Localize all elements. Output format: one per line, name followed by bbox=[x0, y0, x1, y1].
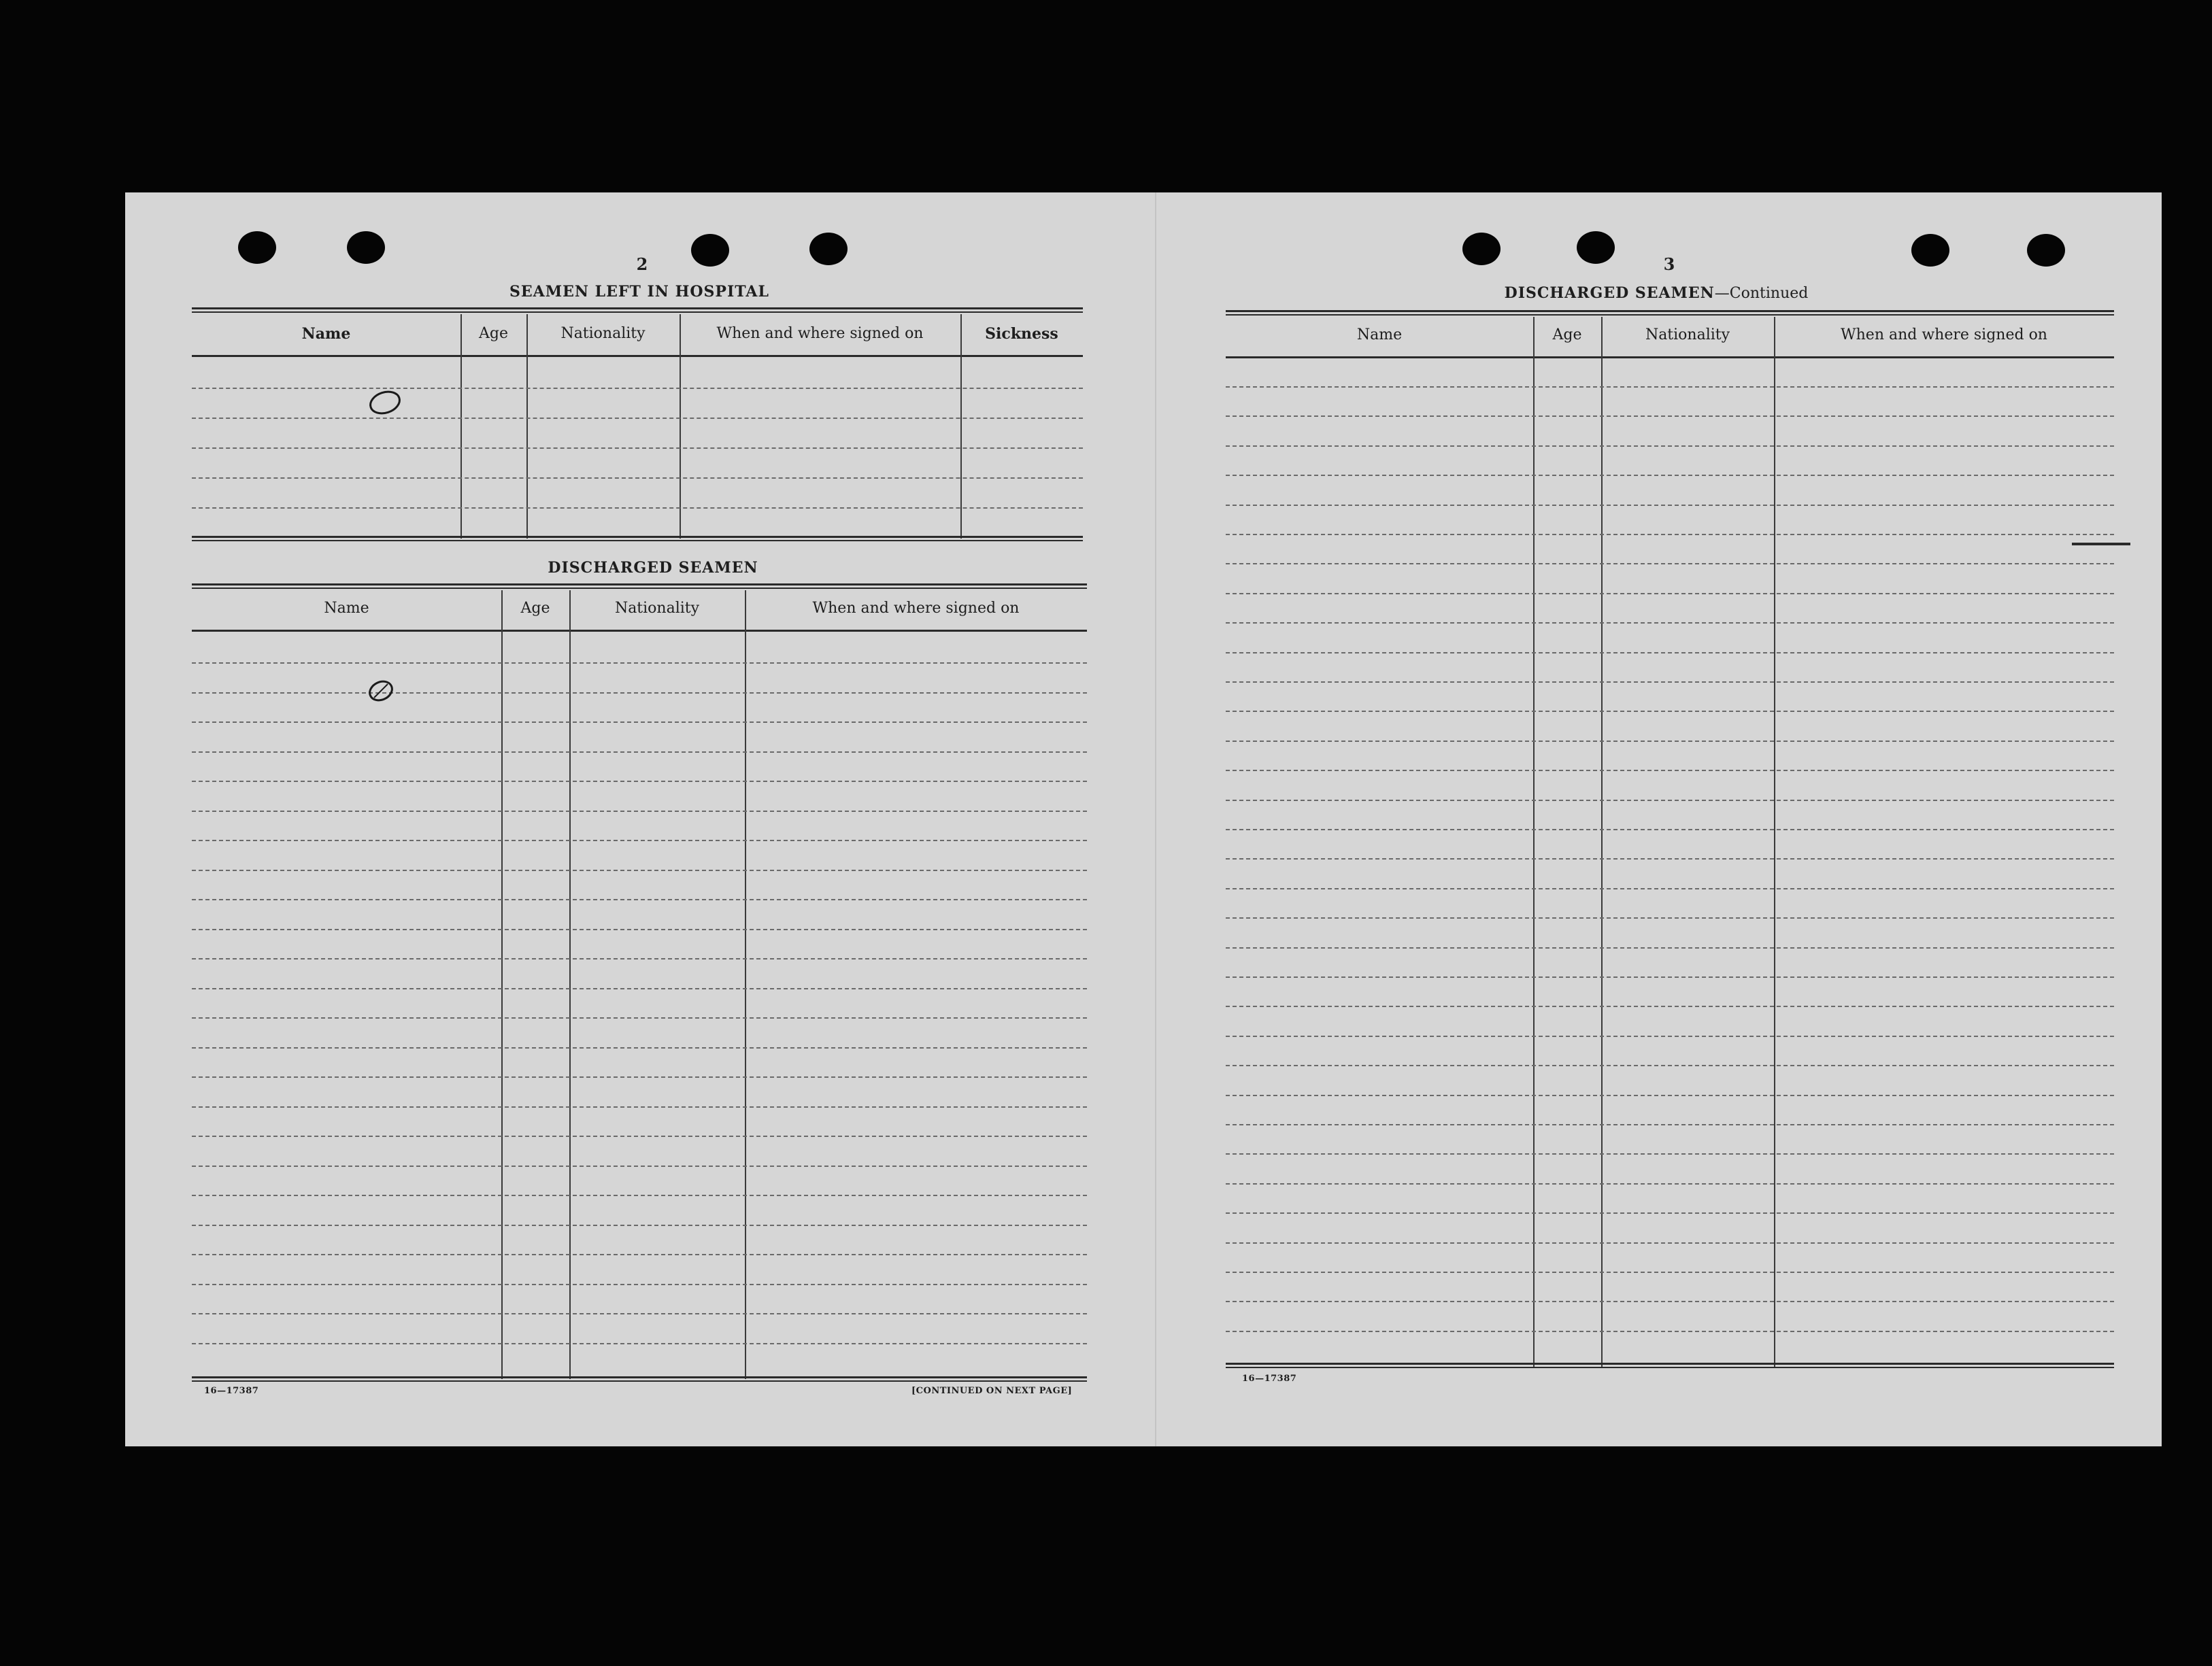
row-line bbox=[1226, 652, 2114, 653]
hospital-row-line bbox=[192, 388, 1083, 389]
hospital-col-divider bbox=[526, 314, 528, 539]
right-top-rule bbox=[1226, 310, 2114, 316]
punch-hole bbox=[347, 231, 385, 264]
punch-hole bbox=[809, 233, 848, 265]
row-line bbox=[1226, 681, 2114, 683]
row-line bbox=[1226, 593, 2114, 594]
discharged-header-rule bbox=[192, 630, 1087, 632]
row-line bbox=[1226, 1301, 2114, 1302]
hospital-header-rule bbox=[192, 355, 1083, 357]
hospital-bottom-rule bbox=[192, 536, 1083, 541]
row-line bbox=[192, 751, 1087, 753]
right-col-name: Name bbox=[1356, 326, 1403, 343]
row-line bbox=[192, 1106, 1087, 1108]
discharged-col-divider bbox=[501, 590, 503, 1379]
discharged-section-title: DISCHARGED SEAMEN bbox=[548, 559, 758, 577]
row-line bbox=[1226, 622, 2114, 624]
row-line bbox=[192, 692, 1087, 694]
punch-hole bbox=[1911, 234, 1949, 267]
row-line bbox=[1226, 1331, 2114, 1332]
right-col-signed-on: When and where signed on bbox=[1841, 326, 2047, 343]
handwritten-zero-mark bbox=[366, 385, 404, 420]
punch-hole bbox=[1462, 233, 1501, 265]
row-line bbox=[192, 1136, 1087, 1137]
hospital-col-name: Name bbox=[301, 325, 351, 343]
discharged-col-divider bbox=[569, 590, 571, 1379]
row-line bbox=[192, 899, 1087, 900]
row-line bbox=[1226, 711, 2114, 712]
discharged-bottom-rule bbox=[192, 1376, 1087, 1382]
hospital-section-title: SEAMEN LEFT IN HOSPITAL bbox=[509, 283, 769, 301]
row-line bbox=[1226, 505, 2114, 506]
discharged-continued-title-text: DISCHARGED SEAMEN bbox=[1504, 284, 1715, 302]
row-line bbox=[1226, 829, 2114, 830]
hospital-top-rule bbox=[192, 307, 1083, 313]
hospital-col-signed-on: When and where signed on bbox=[716, 325, 924, 342]
discharged-col-divider bbox=[745, 590, 746, 1379]
row-line bbox=[192, 1254, 1087, 1255]
hospital-col-nationality: Nationality bbox=[560, 325, 646, 342]
row-line bbox=[1226, 1036, 2114, 1037]
center-fold bbox=[1155, 192, 1156, 1446]
hospital-col-divider bbox=[960, 314, 962, 539]
row-line bbox=[192, 840, 1087, 841]
row-line bbox=[1226, 858, 2114, 860]
row-line bbox=[1226, 1153, 2114, 1155]
right-bottom-rule bbox=[1226, 1363, 2114, 1368]
row-line bbox=[192, 870, 1087, 871]
discharged-col-signed-on: When and where signed on bbox=[812, 600, 1020, 617]
row-line bbox=[1226, 917, 2114, 919]
row-line bbox=[1226, 386, 2114, 388]
page-number-right: 3 bbox=[1663, 254, 1675, 274]
discharged-col-nationality: Nationality bbox=[614, 600, 700, 617]
row-line bbox=[1226, 563, 2114, 564]
row-line bbox=[1226, 976, 2114, 978]
row-line bbox=[1226, 1006, 2114, 1007]
row-line bbox=[192, 988, 1087, 989]
punch-hole bbox=[238, 231, 276, 264]
row-line bbox=[192, 1343, 1087, 1344]
hospital-col-age: Age bbox=[479, 325, 508, 342]
row-line bbox=[1226, 888, 2114, 889]
row-line bbox=[192, 1047, 1087, 1049]
hospital-col-sickness: Sickness bbox=[985, 325, 1058, 343]
row-line bbox=[192, 781, 1087, 782]
form-number-left: 16—17387 bbox=[204, 1386, 259, 1396]
manifest-sheet bbox=[125, 192, 2162, 1446]
row-line bbox=[192, 929, 1087, 930]
discharged-col-name: Name bbox=[324, 600, 369, 617]
right-col-nationality: Nationality bbox=[1645, 326, 1730, 343]
right-header-rule bbox=[1226, 356, 2114, 358]
row-line bbox=[1226, 770, 2114, 771]
row-line bbox=[192, 958, 1087, 959]
row-line bbox=[1226, 445, 2114, 447]
row-line bbox=[1226, 534, 2114, 535]
row-line bbox=[1226, 1272, 2114, 1273]
margin-tick bbox=[2072, 543, 2130, 545]
row-line bbox=[192, 721, 1087, 723]
punch-hole bbox=[2027, 234, 2065, 267]
continued-note: [CONTINUED ON NEXT PAGE] bbox=[911, 1386, 1073, 1396]
discharged-top-rule bbox=[192, 583, 1087, 589]
continued-suffix: —Continued bbox=[1714, 285, 1809, 302]
row-line bbox=[1226, 1183, 2114, 1185]
row-line bbox=[192, 1166, 1087, 1167]
row-line bbox=[192, 1076, 1087, 1078]
row-line bbox=[1226, 1212, 2114, 1214]
hospital-row-line bbox=[192, 477, 1083, 479]
row-line bbox=[1226, 800, 2114, 801]
row-line bbox=[1226, 1065, 2114, 1066]
right-col-age: Age bbox=[1552, 326, 1582, 343]
discharged-col-age: Age bbox=[520, 600, 550, 617]
discharged-continued-title bbox=[1452, 284, 1860, 302]
row-line bbox=[1226, 1124, 2114, 1125]
row-line bbox=[192, 1017, 1087, 1019]
row-line bbox=[1226, 475, 2114, 476]
row-line bbox=[1226, 1242, 2114, 1244]
row-line bbox=[1226, 1095, 2114, 1096]
punch-hole bbox=[1577, 231, 1615, 264]
row-line bbox=[192, 1195, 1087, 1196]
hospital-row-line bbox=[192, 447, 1083, 449]
row-line bbox=[192, 1225, 1087, 1226]
hospital-col-divider bbox=[680, 314, 681, 539]
punch-hole bbox=[691, 234, 729, 267]
row-line bbox=[1226, 415, 2114, 417]
form-number-right: 16—17387 bbox=[1242, 1374, 1297, 1384]
hospital-row-line bbox=[192, 418, 1083, 419]
row-line bbox=[1226, 741, 2114, 742]
handwritten-zero-mark bbox=[365, 675, 399, 707]
row-line bbox=[192, 1284, 1087, 1285]
hospital-col-divider bbox=[460, 314, 462, 539]
hospital-row-line bbox=[192, 507, 1083, 509]
row-line bbox=[192, 811, 1087, 812]
row-line bbox=[1226, 947, 2114, 949]
page-number-left: 2 bbox=[636, 254, 648, 274]
row-line bbox=[192, 1313, 1087, 1314]
row-line bbox=[192, 662, 1087, 664]
